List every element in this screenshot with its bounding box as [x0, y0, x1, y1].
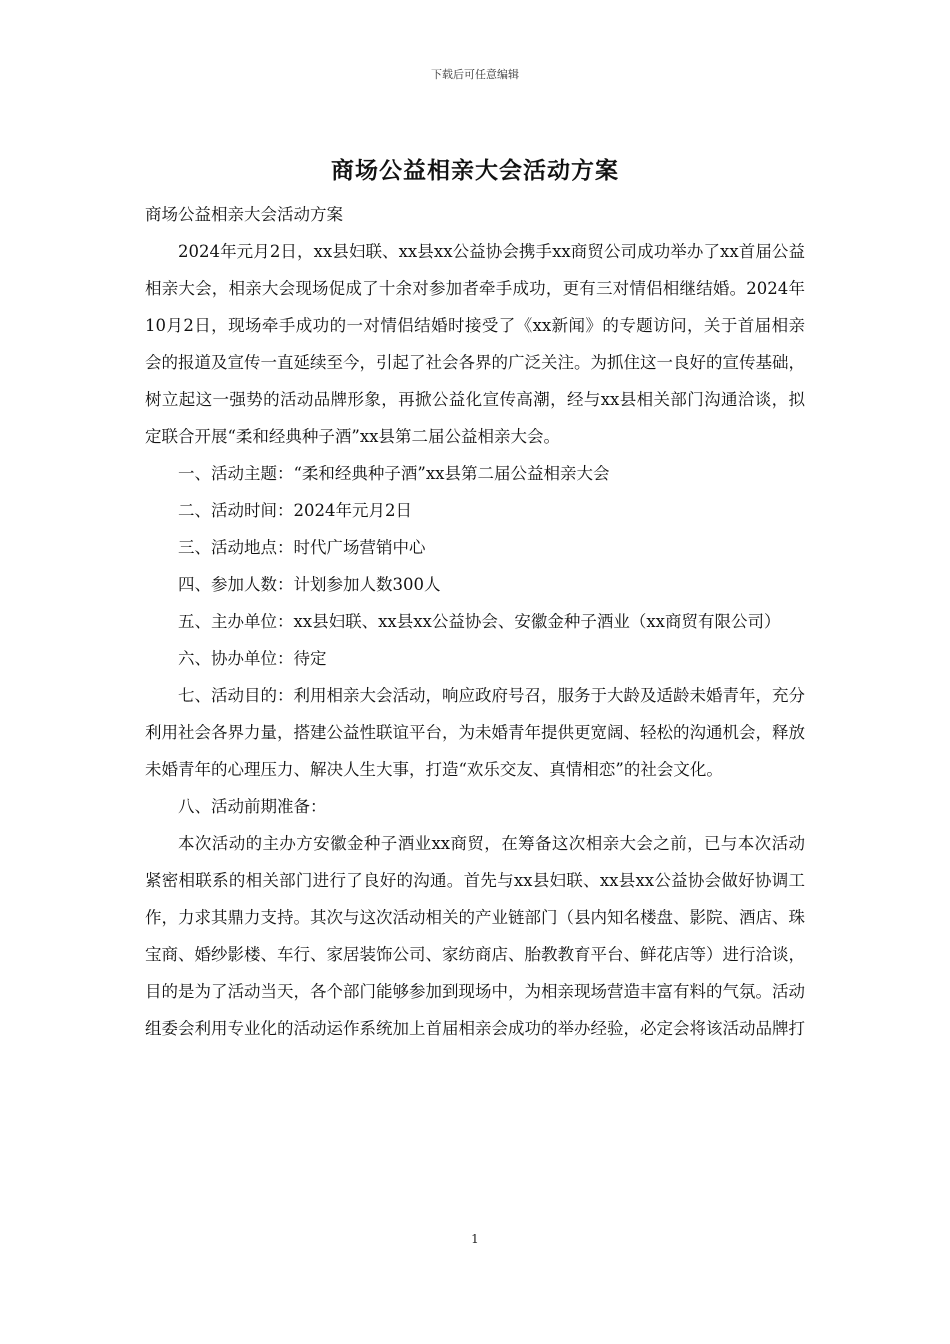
paragraph-organizers: 五、主办单位：xx县妇联、xx县xx公益协会、安徽金种子酒业（xx商贸有限公司） — [178, 612, 781, 631]
page-number: 1 — [471, 1232, 479, 1246]
paragraph-participants: 四、参加人数：计划参加人数300人 — [178, 575, 441, 594]
paragraph-co-organizers: 六、协办单位：待定 — [178, 649, 327, 668]
paragraph-intro: 2024年元月2日，xx县妇联、xx县xx公益协会携手xx商贸公司成功举办了xx首届公益相亲大会，相亲大会现场促成了十余对参加者牵手成功，更有三对情侣相继结婚。2024年10月2日，现场牵手成功的一对情侣结婚时接受了《xx新闻》的专题访问，关于首届相亲会的报道及宣传一直延续至今，引起了社会各界的广泛关注。为抓住这一良好的宣传基础，树立起这一强势的活动品牌形象，再掀公益化宣传高潮，经与xx县相关部门沟通洽谈，拟定联合开展“柔和经典种子酒”xx县第二届公益相亲大会。 — [145, 242, 805, 446]
document-body — [145, 196, 805, 1047]
paragraph-theme: 一、活动主题：“柔和经典种子酒”xx县第二届公益相亲大会 — [178, 464, 610, 483]
header-note: 下载后可任意编辑 — [431, 68, 519, 81]
paragraph-preparation-heading: 八、活动前期准备： — [178, 797, 327, 816]
paragraph-purpose: 七、活动目的：利用相亲大会活动，响应政府号召，服务于大龄及适龄未婚青年，充分利用社会各界力量，搭建公益性联谊平台，为未婚青年提供更宽阔、轻松的沟通机会，释放未婚青年的心理压力、解决人生大事，打造“欢乐交友、真情相恋”的社会文化。 — [145, 686, 805, 779]
paragraph-preparation: 本次活动的主办方安徽金种子酒业xx商贸，在筹备这次相亲大会之前，已与本次活动紧密相联系的相关部门进行了良好的沟通。首先与xx县妇联、xx县xx公益协会做好协调工作，力求其鼎力支持。其次与这次活动相关的产业链部门（县内知名楼盘、影院、酒店、珠宝商、婚纱影楼、车行、家居装饰公司、家纺商店、胎教教育平台、鲜花店等）进行洽谈，目的是为了活动当天，各个部门能够参加到现场中，为相亲现场营造丰富有料的气氛。活动组委会利用专业化的活动运作系统加上首届相亲会成功的举办经验，必定会将该活动品牌打 — [145, 834, 805, 1038]
paragraph-location: 三、活动地点：时代广场营销中心 — [178, 538, 426, 557]
paragraph-time: 二、活动时间：2024年元月2日 — [178, 501, 412, 520]
document-title: 商场公益相亲大会活动方案 — [331, 158, 619, 184]
document-subtitle: 商场公益相亲大会活动方案 — [145, 205, 343, 224]
